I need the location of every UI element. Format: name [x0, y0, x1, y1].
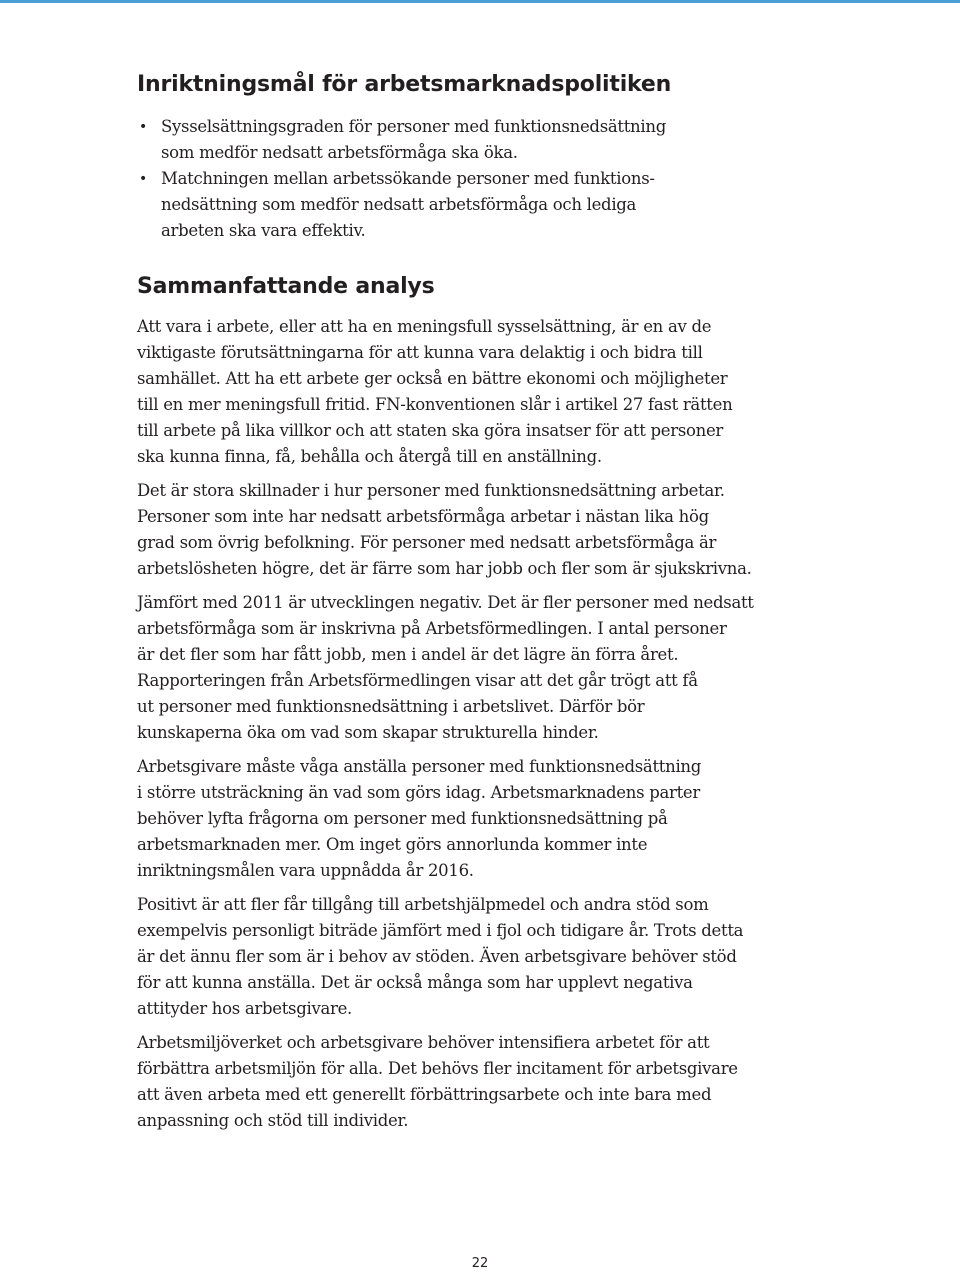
body-paragraph: [137, 892, 817, 1022]
body-paragraph: [137, 478, 817, 582]
section-heading-inriktningsmal: Inriktningsmål för arbetsmarknadspolitiken: [137, 72, 672, 97]
body-paragraph: [137, 590, 817, 746]
goal-bullet-list: [137, 114, 817, 244]
goal-bullet-item: [137, 166, 817, 244]
paragraph-line: arbetsmarknaden mer. Om inget görs annorlunda kommer inte: [137, 835, 648, 854]
paragraph-line: Positivt är att fler får tillgång till arbetshjälpmedel och andra stöd som: [137, 895, 709, 914]
paragraph-line: ut personer med funktionsnedsättning i arbetslivet. Därför bör: [137, 697, 645, 716]
paragraph-line: Jämfört med 2011 är utvecklingen negativ. Det är fler personer med nedsatt: [137, 593, 754, 612]
bullet-marker: •: [139, 171, 147, 187]
paragraph-line: anpassning och stöd till individer.: [137, 1111, 409, 1130]
paragraph-line: Arbetsmiljöverket och arbetsgivare behöver intensifiera arbetet för att: [137, 1033, 710, 1052]
body-paragraph: [137, 1030, 817, 1134]
paragraph-line: till en mer meningsfull fritid. FN-konventionen slår i artikel 27 fast rätten: [137, 395, 733, 414]
paragraph-line: att även arbeta med ett generellt förbättringsarbete och inte bara med: [137, 1085, 712, 1104]
paragraph-line: kunskaperna öka om vad som skapar strukturella hinder.: [137, 723, 599, 742]
section-heading-sammanfattande-analys: Sammanfattande analys: [137, 274, 435, 299]
paragraph-line: ska kunna finna, få, behålla och återgå till en anställning.: [137, 447, 602, 466]
paragraph-line: grad som övrig befolkning. För personer med nedsatt arbetsförmåga är: [137, 533, 717, 552]
paragraph-line: attityder hos arbetsgivare.: [137, 999, 353, 1018]
paragraph-line: är det ännu fler som är i behov av stöden. Även arbetsgivare behöver stöd: [137, 947, 737, 966]
page-number: 22: [471, 1256, 489, 1271]
paragraph-line: behöver lyfta frågorna om personer med funktionsnedsättning på: [137, 809, 668, 828]
paragraph-line: arbetsförmåga som är inskrivna på Arbetsförmedlingen. I antal personer: [137, 619, 727, 638]
paragraph-line: Arbetsgivare måste våga anställa personer med funktionsnedsättning: [137, 757, 702, 776]
top-accent-rule: [0, 0, 960, 3]
paragraph-line: Personer som inte har nedsatt arbetsförmåga arbetar i nästan lika hög: [137, 507, 709, 526]
paragraph-line: i större utsträckning än vad som görs idag. Arbetsmarknadens parter: [137, 783, 700, 802]
paragraph-line: för att kunna anställa. Det är också många som har upplevt negativa: [137, 973, 693, 992]
paragraph-line: samhället. Att ha ett arbete ger också en bättre ekonomi och möjligheter: [137, 369, 728, 388]
bullet-line: arbeten ska vara effektiv.: [161, 221, 366, 240]
paragraph-line: Att vara i arbete, eller att ha en meningsfull sysselsättning, är en av de: [137, 317, 712, 336]
bullet-marker: •: [139, 119, 147, 135]
body-paragraph: [137, 754, 817, 884]
bullet-line: som medför nedsatt arbetsförmåga ska öka.: [161, 143, 518, 162]
bullet-line: Sysselsättningsgraden för personer med funktionsnedsättning: [161, 117, 666, 136]
paragraph-line: till arbete på lika villkor och att staten ska göra insatser för att personer: [137, 421, 724, 440]
paragraph-line: är det fler som har fått jobb, men i andel är det lägre än förra året.: [137, 645, 679, 664]
paragraph-line: exempelvis personligt biträde jämfört med i fjol och tidigare år. Trots detta: [137, 921, 744, 940]
goal-bullet-item: [137, 114, 817, 166]
paragraph-line: förbättra arbetsmiljön för alla. Det behövs fler incitament för arbetsgivare: [137, 1059, 738, 1078]
paragraph-line: Rapporteringen från Arbetsförmedlingen visar att det går trögt att få: [137, 671, 698, 690]
paragraph-line: arbetslösheten högre, det är färre som har jobb och fler som är sjukskrivna.: [137, 559, 752, 578]
paragraph-line: viktigaste förutsättningarna för att kunna vara delaktig i och bidra till: [137, 343, 703, 362]
body-paragraph: [137, 314, 817, 470]
paragraph-line: inriktningsmålen vara uppnådda år 2016.: [137, 861, 474, 880]
bullet-line: nedsättning som medför nedsatt arbetsförmåga och lediga: [161, 195, 637, 214]
page-content: [137, 70, 817, 1142]
bullet-line: Matchningen mellan arbetssökande personer med funktions-: [161, 169, 655, 188]
paragraph-line: Det är stora skillnader i hur personer med funktionsnedsättning arbetar.: [137, 481, 725, 500]
